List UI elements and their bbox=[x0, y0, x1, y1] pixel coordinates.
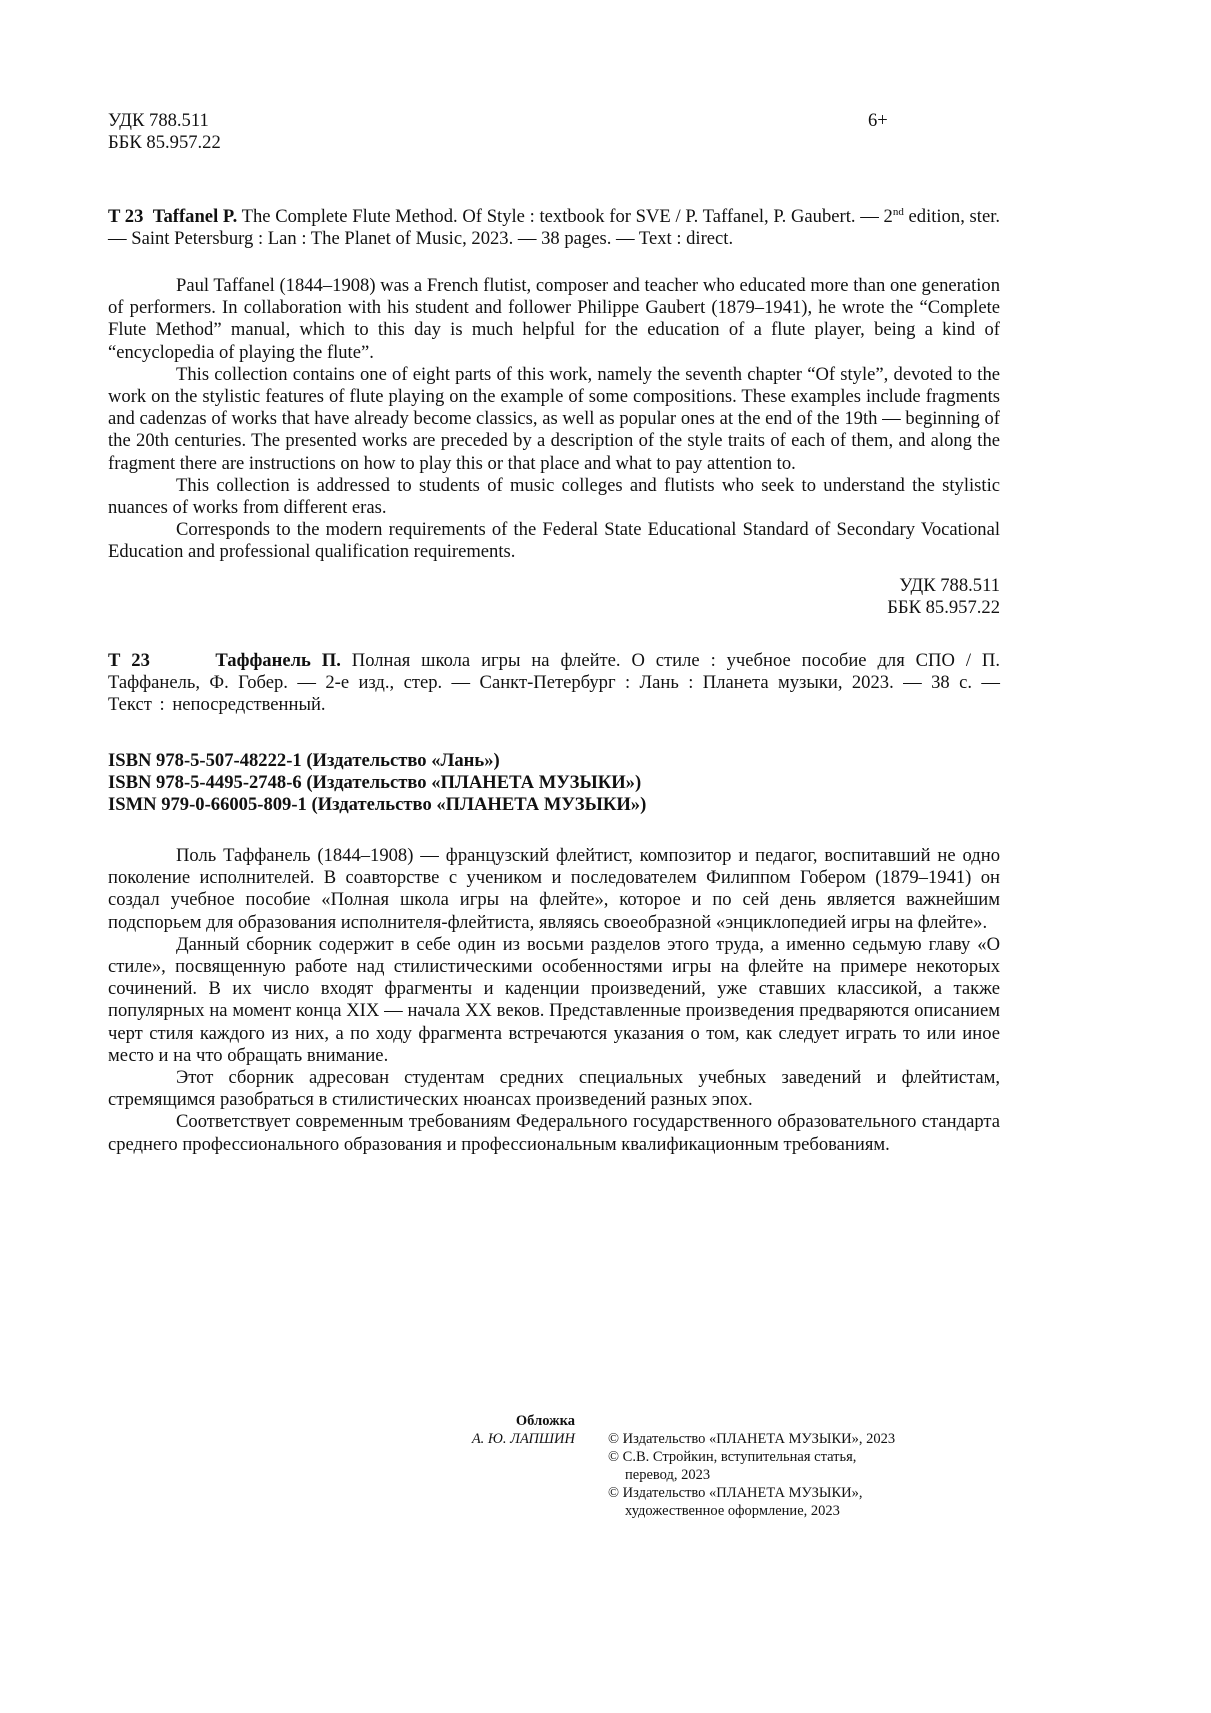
cover-label: Обложка bbox=[515, 1413, 575, 1429]
annotation-paragraph: Поль Таффанель (1844–1908) — французский флейтист, композитор и педагог, воспитавший не одно поколение исполнителей. В соавторстве с учеником и последователем Филиппом Гобером (1879–1941) он создал учебное пособие «Полная школа игры на флейте», которое и по сей день является важнейшим подспорьем для образования исполнителя-флейтиста, являясь своеобразной «энциклопедией игры на флейте». bbox=[108, 845, 1000, 933]
cover-credit bbox=[440, 1412, 575, 1448]
record-author: Taffanel P. bbox=[152, 206, 238, 227]
record-code: Т 23 bbox=[108, 650, 150, 671]
annotation-paragraph: This collection is addressed to students of music colleges and flutists who seek to understand the stylistic nuances of works from different eras. bbox=[108, 474, 1000, 519]
udk-code: УДК 788.511 bbox=[108, 110, 209, 131]
english-classification bbox=[108, 575, 1000, 619]
isbn-list bbox=[108, 750, 1000, 817]
copyright-line: художественное оформление, 2023 bbox=[625, 1503, 840, 1519]
annotation-paragraph: Соответствует современным требованиям Федерального государственного образовательного стандарта среднего профессионального образования и профессиональным квалификационным требованиям. bbox=[108, 1111, 1000, 1155]
classification-header bbox=[108, 110, 1000, 154]
copyright-line: © Издательство «ПЛАНЕТА МУЗЫКИ», bbox=[608, 1485, 863, 1501]
bbk-code: ББК 85.957.22 bbox=[887, 597, 1000, 619]
record-text: The Complete Flute Method. Of Style : textbook for SVE / P. Taffanel, P. Gaubert. — 2 bbox=[237, 206, 893, 227]
record-text-cont: edition, ster. — Saint Petersburg : Lan : The Planet of Music, 2023. — 38 pages. — Text : direct. bbox=[108, 206, 1001, 250]
copyright-line: перевод, 2023 bbox=[625, 1467, 711, 1483]
russian-bibliographic-record bbox=[108, 650, 1000, 717]
annotation-paragraph: Данный сборник содержит в себе один из восьми разделов этого труда, а именно седьмую главу «О стиле», посвященную работе над стилистическими особенностями игры на флейте на примере некоторых сочинений. В их число входят фрагменты и каденции произведений, уже ставших классикой, а также популярных на момент конца XIX — начала XX веков. Представленные произведения предваряются описанием черт стиля каждого из них, а по ходу фрагмента встречаются указания о том, как следует играть то или иное место и на что обращать внимание. bbox=[108, 933, 1000, 1066]
record-author: Таффанель П. bbox=[215, 650, 341, 671]
russian-annotation bbox=[108, 845, 1000, 1156]
bbk-code: ББК 85.957.22 bbox=[108, 132, 221, 154]
copyright-line: © С.В. Стройкин, вступительная статья, bbox=[608, 1449, 857, 1465]
cover-artist: А. Ю. ЛАПШИН bbox=[471, 1431, 575, 1447]
english-bibliographic-record bbox=[108, 206, 1000, 250]
age-rating: 6+ bbox=[868, 110, 888, 131]
copyright-block bbox=[608, 1430, 928, 1520]
record-text: Полная школа игры на флейте. О стиле : учебное пособие для СПО / П. Таффанель, Ф. Гобер. — 2-е изд., стер. — Санкт-Петербург : Лань : Планета музыки, 2023. — 38 с. — Текст : непосредственный. bbox=[108, 650, 1000, 716]
ismn-planeta: ISMN 979-0-66005-809-1 (Издательство «ПЛАНЕТА МУЗЫКИ») bbox=[108, 794, 647, 816]
superscript: nd bbox=[892, 205, 904, 218]
annotation-paragraph: Paul Taffanel (1844–1908) was a French flutist, composer and teacher who educated more than one generation of performers. In collaboration with his student and follower Philippe Gaubert (1879–1941), he wrote the “Complete Flute Method” manual, which to this day is much helpful for the education of a flute player, being a kind of “encyclopedia of playing the flute”. bbox=[108, 275, 1000, 363]
annotation-paragraph: Corresponds to the modern requirements of the Federal State Educational Standard of Secondary Vocational Education and professional qualification requirements. bbox=[108, 519, 1000, 563]
udk-code: УДК 788.511 bbox=[899, 575, 1000, 596]
isbn-planeta: ISBN 978-5-4495-2748-6 (Издательство «ПЛАНЕТА МУЗЫКИ») bbox=[108, 772, 642, 794]
copyright-line: © Издательство «ПЛАНЕТА МУЗЫКИ», 2023 bbox=[608, 1431, 896, 1447]
annotation-paragraph: This collection contains one of eight parts of this work, namely the seventh chapter “Of style”, devoted to the work on the stylistic features of flute playing on the example of some compositions. These examples include fragments and cadenzas of works that have already become classics, as well as popular ones at the end of the 19th — beginning of the 20th centuries. The presented works are preceded by a description of the style traits of each of them, and along the fragment there are instructions on how to play this or that place and what to pay attention to. bbox=[108, 363, 1000, 474]
record-code: T 23 bbox=[108, 206, 144, 227]
english-annotation bbox=[108, 275, 1000, 564]
isbn-lan: ISBN 978-5-507-48222-1 (Издательство «Лань») bbox=[108, 750, 500, 771]
annotation-paragraph: Этот сборник адресован студентам средних специальных учебных заведений и флейтистам, стремящимся разобраться в стилистических нюансах произведений разных эпох. bbox=[108, 1067, 1000, 1111]
